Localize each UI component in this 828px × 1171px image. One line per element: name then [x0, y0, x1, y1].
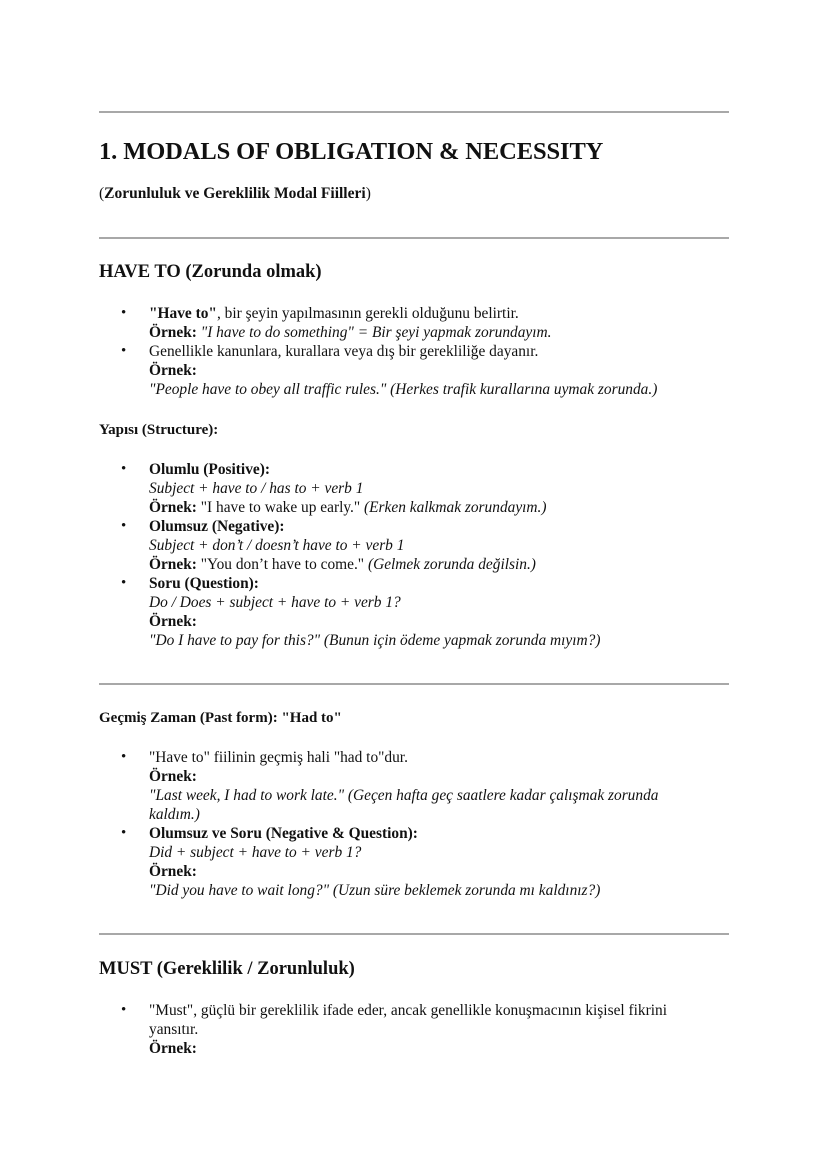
past-form-label: Geçmiş Zaman (Past form): "Had to" [99, 710, 342, 726]
past-form-list [99, 748, 729, 900]
page-title: 1. MODALS OF OBLIGATION & NECESSITY [99, 138, 604, 165]
formula: Did + subject + have to + verb 1? [149, 844, 362, 861]
example-label: Örnek: [149, 499, 197, 516]
example-text: "People have to obey all traffic rules." (Herkes trafik kurallarına uymak zorunda.) [149, 381, 658, 398]
page-subtitle-text: Zorunluluk ve Gereklilik Modal Fiilleri [104, 185, 366, 202]
item-title: Soru (Question): [149, 575, 259, 592]
formula: Do / Does + subject + have to + verb 1? [149, 594, 401, 611]
example-label: Örnek: [149, 613, 197, 630]
example-label: Örnek: [149, 362, 197, 379]
example-translation: (Erken kalkmak zorundayım.) [364, 499, 547, 516]
list-item [99, 304, 729, 342]
example-text: "I have to wake up early." [200, 499, 361, 516]
term-have-to: "Have to" [149, 305, 217, 322]
example-text: "Did you have to wait long?" (Uzun süre beklemek zorunda mı kaldınız?) [149, 882, 601, 899]
example-text: "Do I have to pay for this?" (Bunun için ödeme yapmak zorunda mıyım?) [149, 632, 601, 649]
bullet-text: , bir şeyin yapılmasının gerekli olduğunu belirtir. [216, 305, 519, 322]
formula: Subject + have to / has to + verb 1 [149, 480, 364, 497]
list-item [99, 517, 729, 574]
divider [99, 111, 729, 113]
bullet-text: • Genellikle kanunlara, kurallara veya dış bir gerekliliğe dayanır. [149, 343, 539, 360]
item-title: Olumsuz ve Soru (Negative & Question): [149, 825, 418, 842]
divider [99, 683, 729, 685]
bullet-text: • "Must", güçlü bir gereklilik ifade eder, ancak genellikle konuşmacının kişisel fikrini yansıtır. [149, 1002, 667, 1038]
section-heading-must: MUST (Gereklilik / Zorunluluk) [99, 959, 355, 979]
list-item [99, 748, 729, 824]
example-text: "Last week, I had to work late." (Geçen hafta geç saatlere kadar çalışmak zorunda kaldım.) [149, 787, 659, 823]
formula: Subject + don’t / doesn’t have to + verb 1 [149, 537, 405, 554]
bullet-text: • "Have to" fiilinin geçmiş hali "had to"dur. [149, 749, 408, 766]
have-to-list [99, 304, 729, 399]
example-translation: (Gelmek zorunda değilsin.) [367, 556, 536, 573]
page-subtitle: (Zorunluluk ve Gereklilik Modal Fiilleri) [99, 185, 371, 202]
example-label: Örnek: [149, 863, 197, 880]
example-label: Örnek: [149, 768, 197, 785]
structure-list [99, 460, 729, 650]
list-item [99, 824, 729, 900]
list-item [99, 574, 729, 650]
item-title: Olumlu (Positive): [149, 461, 270, 478]
divider [99, 237, 729, 239]
list-item [99, 1001, 729, 1058]
divider [99, 933, 729, 935]
must-list [99, 1001, 729, 1058]
example-text: "I have to do something" = Bir şeyi yapmak zorundayım. [200, 324, 552, 341]
example-label: Örnek: [149, 1040, 197, 1057]
structure-label: Yapısı (Structure): [99, 422, 219, 438]
list-item [99, 460, 729, 517]
example-label: Örnek: [149, 324, 197, 341]
section-heading-have-to: HAVE TO (Zorunda olmak) [99, 262, 322, 282]
example-label: Örnek: [149, 556, 197, 573]
example-text: "You don’t have to come." [200, 556, 365, 573]
item-title: Olumsuz (Negative): [149, 518, 285, 535]
list-item [99, 342, 729, 399]
